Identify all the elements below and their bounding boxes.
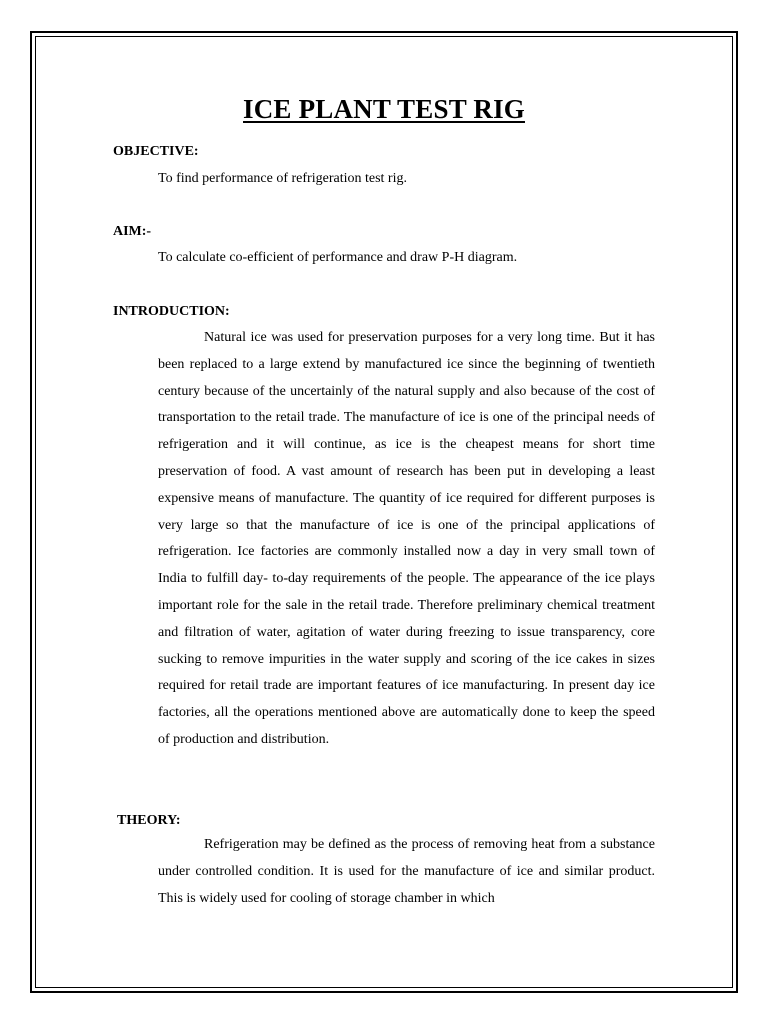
objective-text: To find performance of refrigeration test rig. <box>158 171 407 186</box>
introduction-heading: INTRODUCTION: <box>113 304 230 319</box>
theory-heading: THEORY: <box>117 813 181 828</box>
theory-paragraph: Refrigeration may be defined as the process of removing heat from a substance under controlled condition. It is used for the manufacture of ice and similar product. This is widely used for cooling of storage chamber in which <box>158 837 655 906</box>
objective-heading: OBJECTIVE: <box>113 144 199 159</box>
introduction-paragraph: Natural ice was used for preservation purposes for a very long time. But it has been replaced to a large extend by manufactured ice since the beginning of twentieth century because of the uncertainly of the natural supply and also because of the cost of transportation to the retail trade. The manufacture of ice is one of the principal needs of refrigeration and it will continue, as ice is the cheapest means for short time preservation of food. A vast amount of research has been put in developing a least expensive means of manufacture. The quantity of ice required for different purposes is very large so that the manufacture of ice is one of the principal applications of refrigeration. Ice factories are commonly installed now a day in very small town of India to fulfill day- to-day requirements of the people. The appearance of the ice plays important role for the sale in the retail trade. Therefore preliminary chemical treatment and filtration of water, agitation of water during freezing to issue transparency, core sucking to remove impurities in the water supply and scoring of the ice cakes in sizes required for retail trade are important features of ice manufacturing. In present day ice factories, all the operations mentioned above are automatically done to keep the speed of production and distribution. <box>158 330 655 747</box>
aim-text: To calculate co-efficient of performance and draw P-H diagram. <box>158 250 518 265</box>
aim-heading: AIM:- <box>113 224 152 239</box>
page-title: ICE PLANT TEST RIG <box>243 94 525 124</box>
